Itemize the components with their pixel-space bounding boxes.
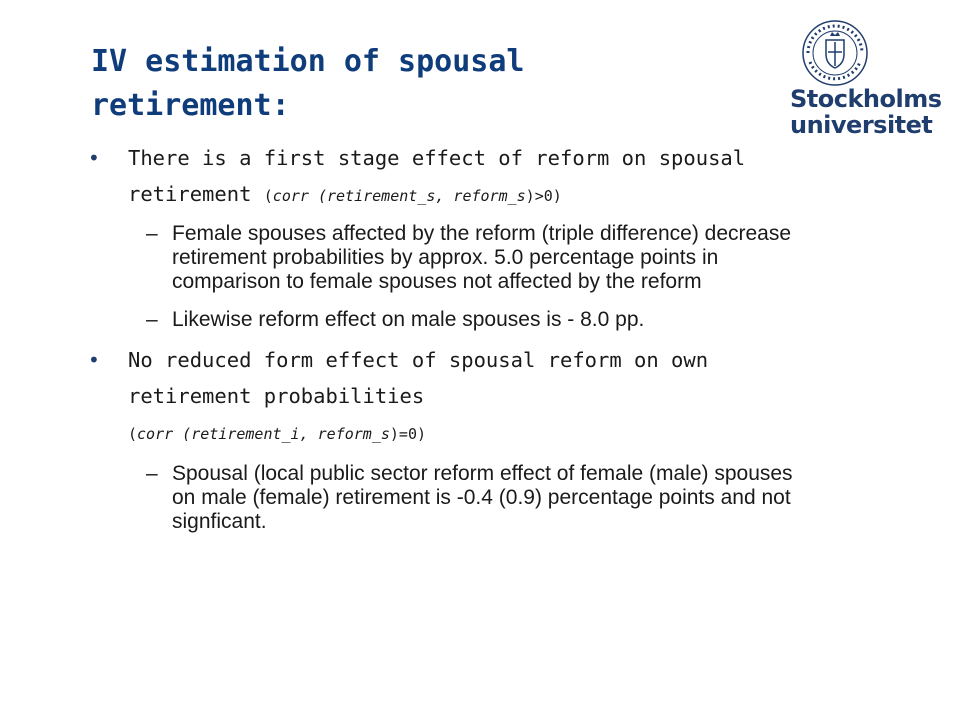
logo-line-2: universitet [790,111,933,139]
sub-bullet [88,222,808,294]
sub-bullet-text: Likewise reform effect on male spouses is - 8.0 pp. [172,308,645,331]
dash-icon: – [146,222,158,245]
university-seal-icon [800,18,870,88]
bullet-text: No reduced form effect of spousal reform on own retirement probabilities [128,348,709,408]
bullet-first-stage [88,140,808,214]
bullet-dot-icon: • [88,348,100,372]
sub-bullet [88,462,808,534]
sub-bullet-text: Female spouses affected by the reform (triple difference) decrease retirement probabilities by approx. 5.0 percentage points in comparison to female spouses not affected by the reform [172,222,792,293]
sub-bullet [88,308,808,332]
bullet-note: (corr (retirement_i, reform_s)=0) [128,425,427,443]
logo-line-1: Stockholms [790,85,942,113]
bullet-note: (corr (retirement_s, reform_s)>0) [263,187,562,205]
bullet-text: There is a first stage effect of reform on spousal retirement [128,146,746,206]
sub-bullet-text: Spousal (local public sector reform effect of female (male) spouses on male (female) retirement is -0.4 (0.9) percentage points and not signficant. [172,462,793,533]
bullet-reduced-form [88,342,808,454]
slide-body [88,140,808,534]
university-logo [790,18,940,138]
dash-icon: – [146,462,158,485]
dash-icon: – [146,308,158,331]
slide-title: IV estimation of spousal retirement: [91,44,525,123]
bullet-dot-icon: • [88,146,100,170]
